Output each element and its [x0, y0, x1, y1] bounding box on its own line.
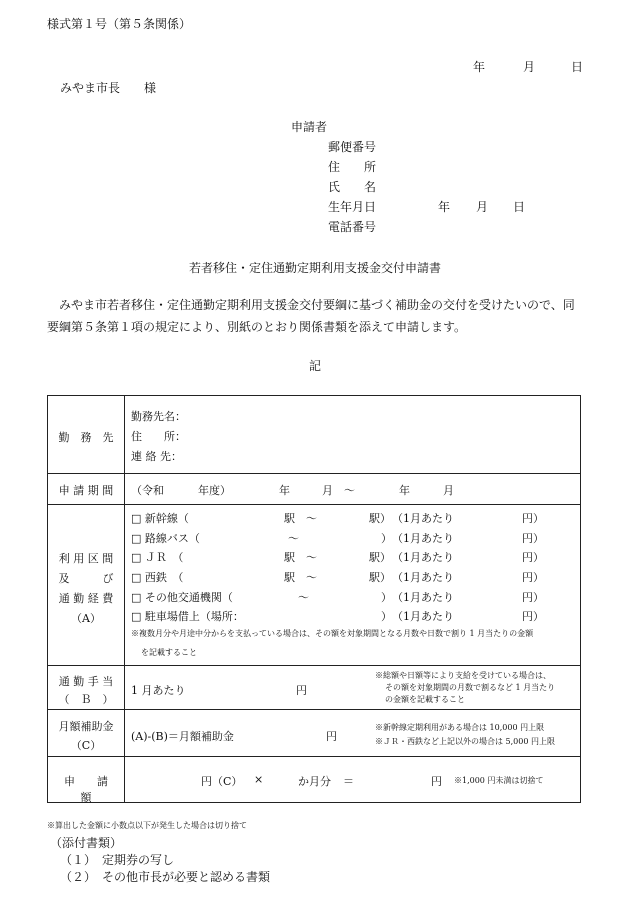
workplace-name-label: 勤務先名： [131, 410, 186, 423]
route-other-end: ） [381, 591, 392, 604]
route-other-name: □ その他交通機関（ [131, 591, 233, 604]
workplace-contact-label: 連 絡 先： [131, 450, 182, 463]
date-day-label: 日 [571, 60, 584, 74]
date-year-label: 年 [473, 60, 486, 74]
period-month-2: 月 [443, 484, 454, 497]
route-shinkansen-end: 駅） [369, 512, 391, 525]
route-label-3: 通 勤 経 費 [58, 592, 114, 605]
postal-code-label: 郵便番号 [328, 140, 377, 154]
period-fiscal: 年度） [198, 484, 231, 497]
route-nishitetsu-end: 駅） [369, 571, 391, 584]
subsidy-note-1: ※新幹線定期利用がある場合は 10,000 円上限 [375, 723, 545, 732]
route-jr-per: （1月あたり [392, 551, 454, 564]
route-parking-per: （1月あたり [392, 610, 454, 623]
allowance-label-1: 通 勤 手 当 [58, 675, 114, 688]
route-jr-end: 駅） [369, 551, 391, 564]
allowance-label-2: （ Ｂ ） [58, 693, 114, 706]
route-label-2: 及 び [58, 572, 114, 585]
row-divider [48, 665, 580, 666]
subsidy-yen: 円 [326, 730, 337, 743]
row-divider [48, 709, 580, 710]
route-bus-end: ） [381, 532, 392, 545]
period-year-1: 年 [279, 484, 290, 497]
route-nishitetsu-name: □ 西鉄 （ [131, 571, 184, 584]
allowance-note-2: その額を対象期間の月数で割るなど 1 月当たり [385, 683, 556, 692]
rounding-note: ※算出した金額に小数点以下が発生した場合は切り捨て [47, 821, 247, 830]
route-shinkansen-mid: 駅 ～ [284, 512, 317, 525]
body-line-1: みやま市若者移住・定住通勤定期利用支援金交付要綱に基づく補助金の交付を受けたいので、同 [47, 298, 575, 312]
route-parking-end: ） [381, 610, 392, 623]
route-shinkansen-name: □ 新幹線（ [131, 512, 189, 525]
subsidy-label-1: 月額補助金 [58, 720, 114, 733]
route-label-1: 利 用 区 間 [58, 552, 114, 565]
route-other-yen: 円） [522, 591, 544, 604]
birth-day-label: 日 [513, 200, 526, 214]
route-bus-name: □ 路線バス（ [131, 532, 200, 545]
workplace-label: 勤 務 先 [58, 431, 114, 444]
period-label: 申 請 期 間 [58, 484, 114, 497]
route-parking-name: □ 駐車場借上（場所： [131, 610, 244, 623]
period-year-2: 年 [399, 484, 410, 497]
subsidy-formula: (A)-(B)＝月額補助金 [131, 730, 234, 743]
route-nishitetsu-mid: 駅 ～ [284, 571, 317, 584]
amount-equals: ＝ [343, 775, 354, 788]
allowance-note-1: ※総額や日額等により支給を受けている場合は、 [375, 671, 551, 680]
date-month-label: 月 [523, 60, 536, 74]
row-divider [48, 504, 580, 505]
allowance-note-3: の金額を記載すること [385, 695, 465, 704]
route-jr-mid: 駅 ～ [284, 551, 317, 564]
allowance-yen: 円 [296, 684, 307, 697]
birth-year-label: 年 [438, 200, 451, 214]
route-bus-yen: 円） [522, 532, 544, 545]
applicant-label: 申請者 [291, 120, 328, 134]
route-bus-per: （1月あたり [392, 532, 454, 545]
allowance-per-month: 1 月あたり [131, 684, 186, 697]
document-title: 若者移住・定住通勤定期利用支援金交付申請書 [188, 261, 441, 275]
amount-c: 円（C） [201, 775, 243, 788]
address-label: 住 所 [328, 160, 377, 174]
route-other-per: （1月あたり [392, 591, 454, 604]
route-parking-yen: 円） [522, 610, 544, 623]
route-bus-mid: ～ [288, 532, 299, 545]
birthdate-label: 生年月日 [328, 200, 377, 214]
ki-marker: 記 [308, 359, 321, 373]
attachments-label: （添付書類） [50, 836, 123, 850]
amount-times: × [254, 773, 264, 786]
application-table [47, 395, 581, 803]
route-jr-name: □ ＪＲ （ [131, 551, 184, 564]
subsidy-note-2: ※ＪＲ・西鉄など上記以外の場合は 5,000 円上限 [375, 737, 555, 746]
row-divider [48, 473, 580, 474]
attachment-item-2: （２） その他市長が必要と認める書類 [60, 870, 271, 884]
column-divider [124, 396, 125, 802]
amount-yen: 円 [431, 775, 442, 788]
route-shinkansen-yen: 円） [522, 512, 544, 525]
amount-label: 申 請 額 [64, 775, 130, 804]
row-divider [48, 756, 580, 757]
route-label-4: （A） [71, 612, 101, 625]
route-nishitetsu-per: （1月あたり [392, 571, 454, 584]
addressee: みやま市長 様 [60, 81, 157, 95]
route-jr-yen: 円） [522, 551, 544, 564]
birth-month-label: 月 [476, 200, 489, 214]
route-shinkansen-per: （1月あたり [392, 512, 454, 525]
attachment-item-1: （１） 定期券の写し [60, 853, 175, 867]
period-month-1: 月 ～ [322, 484, 355, 497]
route-note-1: ※複数月分や月途中分からを支払っている場合は、その額を対象期間となる月数や日数で割り 1 月当たりの金額 [131, 629, 534, 638]
subsidy-label-2: （C） [70, 739, 102, 752]
body-line-2: 要綱第５条第１項の規定により、別紙のとおり関係書類を添えて申請します。 [47, 320, 467, 334]
workplace-address-label: 住 所： [131, 430, 186, 443]
form-number: 様式第１号（第５条関係） [47, 17, 192, 31]
route-other-mid: ～ [298, 591, 309, 604]
period-reiwa: （令和 [131, 484, 164, 497]
route-note-2: を記載すること [141, 648, 197, 657]
route-nishitetsu-yen: 円） [522, 571, 544, 584]
amount-note: ※1,000 円未満は切捨て [454, 776, 544, 785]
phone-label: 電話番号 [328, 220, 377, 234]
name-label: 氏 名 [328, 180, 377, 194]
amount-months: か月分 [298, 775, 331, 788]
